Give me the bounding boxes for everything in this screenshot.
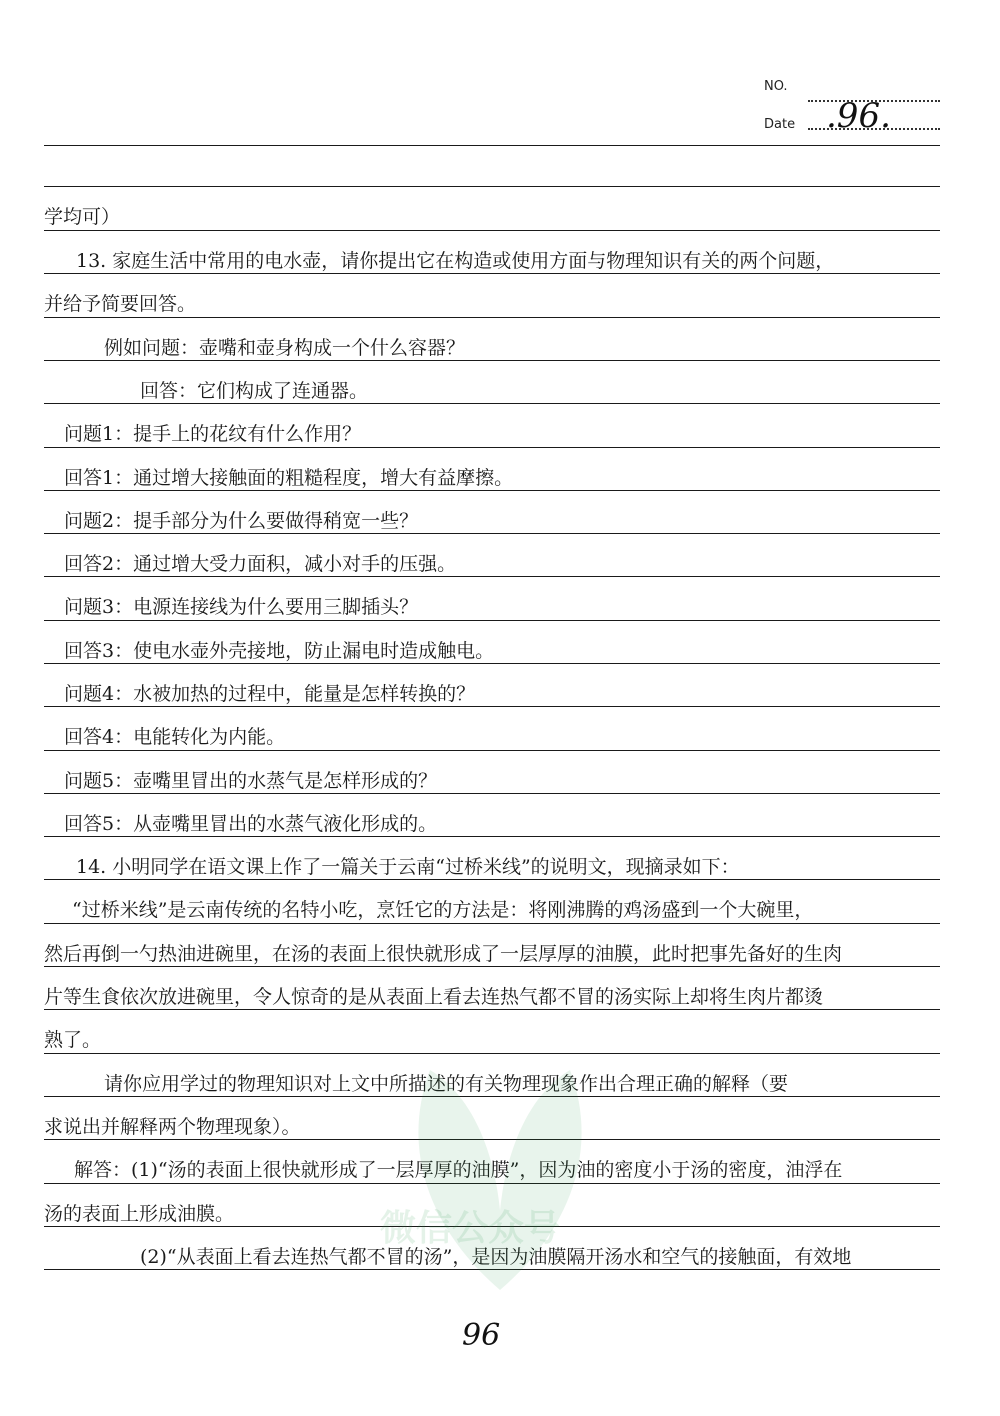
- text-line: 14. 小明同学在语文课上作了一篇关于云南“过桥米线”的说明文，现摘录如下：: [76, 856, 740, 878]
- ruled-line: [44, 750, 940, 751]
- text-line: 并给予简要回答。: [44, 293, 197, 315]
- text-line: 回答5：从壶嘴里冒出的水蒸气液化形成的。: [64, 813, 438, 835]
- ruled-line: [44, 230, 940, 231]
- ruled-line: [44, 706, 940, 707]
- ruled-line: [44, 836, 940, 837]
- ruled-line: [44, 403, 940, 404]
- ruled-line: [44, 145, 940, 146]
- text-line: 然后再倒一勺热油进碗里，在汤的表面上很快就形成了一层厚厚的油膜，此时把事先备好的生肉: [44, 943, 843, 965]
- page-number: 96: [462, 1318, 501, 1353]
- text-line: 问题1：提手上的花纹有什么作用？: [64, 423, 362, 445]
- ruled-line: [44, 533, 940, 534]
- ruled-line: [44, 793, 940, 794]
- text-line: 回答：它们构成了连通器。: [140, 380, 369, 402]
- text-line: 熟了。: [44, 1029, 102, 1051]
- text-line: 问题4：水被加热的过程中，能量是怎样转换的？: [64, 683, 476, 705]
- ruled-line: [44, 1053, 940, 1054]
- ruled-line: [44, 317, 940, 318]
- text-line: (2)“从表面上看去连热气都不冒的汤”，是因为油膜隔开汤水和空气的接触面，有效地: [140, 1246, 852, 1268]
- text-line: 例如问题：壶嘴和壶身构成一个什么容器？: [104, 337, 466, 359]
- ruled-line: [44, 663, 940, 664]
- text-line: 片等生食依次放进碗里，令人惊奇的是从表面上看去连热气都不冒的汤实际上却将生肉片都烫: [44, 986, 824, 1008]
- ruled-line: [44, 273, 940, 274]
- text-line: 13. 家庭生活中常用的电水壶，请你提出它在构造或使用方面与物理知识有关的两个问题，: [76, 250, 835, 272]
- ruled-line: [44, 879, 940, 880]
- no-label: NO.: [764, 79, 788, 94]
- ruled-line: [44, 1096, 940, 1097]
- date-label: Date: [764, 117, 796, 132]
- ruled-line: [44, 1183, 940, 1184]
- text-line: 学均可）: [44, 206, 121, 228]
- text-line: 求说出并解释两个物理现象）。: [44, 1116, 301, 1138]
- ruled-line: [44, 1139, 940, 1140]
- ruled-line: [44, 490, 940, 491]
- text-line: 问题2：提手部分为什么要做得稍宽一些？: [64, 510, 419, 532]
- text-line: “过桥米线”是云南传统的名特小吃，烹饪它的方法是：将刚沸腾的鸡汤盛到一个大碗里，: [72, 899, 814, 921]
- ruled-line: [44, 447, 940, 448]
- text-line: 回答3：使电水壶外壳接地，防止漏电时造成触电。: [64, 640, 495, 662]
- date-value: .96.: [826, 96, 891, 136]
- ruled-line: [44, 186, 940, 187]
- ruled-line: [44, 966, 940, 967]
- watermark-text: 微信公众号: [380, 1208, 561, 1249]
- text-line: 回答4：电能转化为内能。: [64, 726, 286, 748]
- text-line: 请你应用学过的物理知识对上文中所描述的有关物理现象作出合理正确的解释（要: [104, 1073, 789, 1095]
- text-line: 解答：(1)“汤的表面上很快就形成了一层厚厚的油膜”，因为油的密度小于汤的密度，油浮在: [74, 1159, 843, 1181]
- text-line: 问题5：壶嘴里冒出的水蒸气是怎样形成的？: [64, 770, 438, 792]
- text-line: 汤的表面上形成油膜。: [44, 1203, 235, 1225]
- ruled-line: [44, 576, 940, 577]
- ruled-line: [44, 620, 940, 621]
- text-line: 回答1：通过增大接触面的粗糙程度，增大有益摩擦。: [64, 467, 514, 489]
- text-line: 问题3：电源连接线为什么要用三脚插头？: [64, 596, 419, 618]
- text-line: 回答2：通过增大受力面积，减小对手的压强。: [64, 553, 457, 575]
- ruled-line: [44, 923, 940, 924]
- ruled-line: [44, 1269, 940, 1270]
- ruled-line: [44, 1009, 940, 1010]
- ruled-line: [44, 360, 940, 361]
